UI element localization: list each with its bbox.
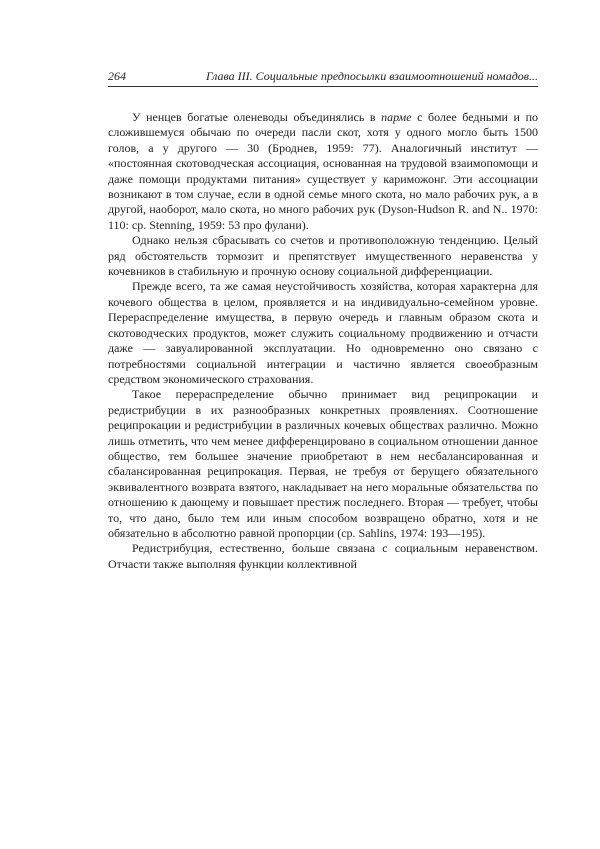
- page-number: 264: [108, 69, 126, 83]
- body-text: [108, 110, 538, 572]
- running-title: Глава III. Социальные предпосылки взаимоотношений номадов...: [205, 69, 538, 83]
- paragraph-5: Редистрибуция, естественно, больше связана с социальным неравенством. Отчасти также выполняя функции коллективной: [108, 541, 538, 571]
- paragraph-1-rest: с более бедными и по сложившемуся обычаю по очереди пасли скот, хотя у одного могло быть 1500 голов, а у другого — 30 (Броднев, 1959: 77). Аналогичный институт — «постоянная скотоводческая ассоциация, основанная на трудовой взаимопомощи и даже помощи продуктами питания» существует у кариможонг. Эти ассоциации возникают в том случае, если в одной семье много скота, но мало рабочих рук, а в другой, наоборот, мало скота, но много рабочих рук (Dyson-Hudson R. and N.. 1970: 110: ср. Stenning, 1959: 53 про фулани).: [108, 110, 538, 232]
- paragraph-1: [108, 110, 538, 233]
- paragraph-4: Такое перераспределение обычно принимает вид реципрокации и редистрибуции в их разнообразных конкретных проявлениях. Соотношение реципрокации и редистрибуции в различных кочевых обществах различно. Можно лишь отметить, что чем менее дифференцировано в социальном отношении данное общество, тем большее значение приобретают в нем несбалансированная и сбалансированная реципрокация. Первая, не требуя от берущего обязательного эквивалентного возврата взятого, накладывает на него моральные обязательства по отношению к дающему и повышает престиж последнего. Вторая — требует, чтобы то, что дано, было тем или иным способом возвращено обратно, хотя и не обязательно в абсолютно равной пропорции (ср. Sahlins, 1974: 193—195).: [108, 387, 538, 540]
- header-rule: [108, 86, 538, 87]
- paragraph-1-start: У ненцев богатые оленеводы объединялись в: [132, 110, 382, 124]
- paragraph-3: Прежде всего, та же самая неустойчивость хозяйства, которая характерна для кочевого общества в целом, проявляется и на индивидуально-семейном уровне. Перераспределение имущества, в первую очередь и главным образом скота и скотоводческих продуктов, может служить социальному продвижению и отчасти даже — завуалированной эксплуатации. Но одновременно оно связано с потребностями социальной интеграции и частично является своеобразным средством экономического страхования.: [108, 279, 538, 386]
- paragraph-2: Однако нельзя сбрасывать со счетов и противоположную тенденцию. Целый ряд обстоятельств тормозит и препятствует имущественного неравенства у кочевников в стабильную и прочную основу социальной дифференциации.: [108, 233, 538, 279]
- italic-term-parma: парме: [381, 110, 412, 124]
